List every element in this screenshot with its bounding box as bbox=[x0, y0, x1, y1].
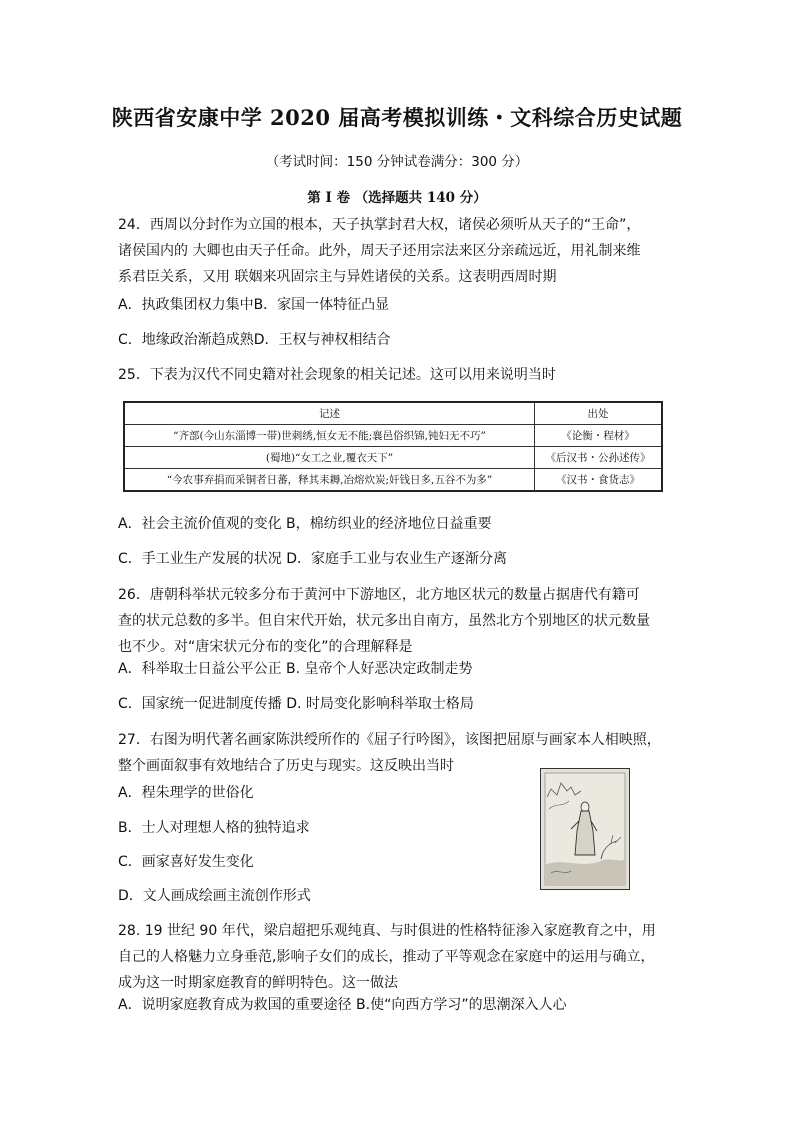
stem-line: 也不少。对“唐宋状元分布的变化”的合理解释是 bbox=[118, 639, 413, 655]
table-cell: 《后汉书・公孙述传》 bbox=[535, 447, 663, 469]
table-cell: 《论衡・程材》 bbox=[535, 425, 663, 447]
stem-line: 成为这一时期家庭教育的鲜明特色。这一做法 bbox=[118, 975, 398, 991]
table-row bbox=[124, 469, 662, 492]
question-28-stem bbox=[118, 918, 678, 996]
stem-line: 25．下表为汉代不同史籍对社会现象的相关记述。这可以用来说明当时 bbox=[118, 367, 556, 383]
table-row bbox=[124, 447, 662, 469]
question-27-option-b: B．士人对理想人格的独特追求 bbox=[118, 820, 310, 836]
scholar-painting-icon bbox=[541, 769, 629, 889]
question-26-stem bbox=[118, 582, 678, 660]
table-cell: “今农事弃捐而采铜者日蕃，释其耒耨,冶熔炊炭;奸钱日多,五谷不为多” bbox=[124, 469, 535, 492]
table-cell: 《汉书・食货志》 bbox=[535, 469, 663, 492]
question-25-option-line: C．手工业生产发展的状况 D．家庭手工业与农业生产逐渐分离 bbox=[118, 551, 508, 567]
stem-line: 自己的人格魅力立身垂范,影响子女们的成长，推动了平等观念在家庭中的运用与确立， bbox=[118, 949, 655, 965]
question-28-option-line: A．说明家庭教育成为救国的重要途径 B.使“向西方学习”的思潮深入人心 bbox=[118, 997, 567, 1013]
table-header-cell: 记述 bbox=[124, 402, 535, 425]
painting-illustration bbox=[540, 768, 630, 890]
question-27-option-d: D．文人画成绘画主流创作形式 bbox=[118, 888, 311, 904]
stem-line: 查的状元总数的多半。但自宋代开始，状元多出自南方，虽然北方个别地区的状元数量 bbox=[118, 613, 650, 629]
question-27-option-c: C．画家喜好发生变化 bbox=[118, 854, 254, 870]
question-26-option-line: C．国家统一促进制度传播 D. 时局变化影响科举取士格局 bbox=[118, 696, 474, 712]
table-cell: (蜀地)“女工之业,覆衣天下” bbox=[124, 447, 535, 469]
table-header-row bbox=[124, 402, 662, 425]
question-24-option-line: C．地缘政治渐趋成熟D．王权与神权相结合 bbox=[118, 332, 391, 348]
exam-title: 陕西省安康中学 2020 届高考模拟训练・文科综合历史试题 bbox=[111, 105, 683, 130]
question-26-option-line: A．科举取士日益公平公正 B. 皇帝个人好恶决定政制走势 bbox=[118, 661, 473, 677]
question-24-option-line: A．执政集团权力集中B．家国一体特征凸显 bbox=[118, 297, 390, 313]
stem-line: 24．西周以分封作为立国的根本，天子执掌封君大权，诸侯必须听从天子的“王命”， bbox=[118, 217, 641, 233]
table-header-cell: 出处 bbox=[535, 402, 663, 425]
stem-line: 26．唐朝科举状元较多分布于黄河中下游地区，北方地区状元的数量占据唐代有籍可 bbox=[118, 587, 640, 603]
question-24-stem bbox=[118, 212, 678, 290]
stem-line: 系君臣关系，又用 联姻来巩固宗主与异姓诸侯的关系。这表明西周时期 bbox=[118, 269, 557, 285]
stem-line: 整个画面叙事有效地结合了历史与现实。这反映出当时 bbox=[118, 758, 454, 774]
stem-line: 27．右图为明代著名画家陈洪绶所作的《屈子行吟图》，该图把屈原与画家本人相映照， bbox=[118, 732, 661, 748]
question-25-option-line: A．社会主流价值观的变化 B，棉纺织业的经济地位日益重要 bbox=[118, 516, 492, 532]
stem-line: 28. 19 世纪 90 年代，梁启超把乐观纯真、与时俱进的性格特征渗入家庭教育之中，用 bbox=[118, 923, 656, 939]
section-heading: 第 I 卷 （选择题共 140 分） bbox=[307, 190, 487, 206]
question-25-table bbox=[123, 401, 663, 492]
table-row bbox=[124, 425, 662, 447]
table-cell: “齐部(今山东淄博一带)世刺绣,恒女无不能;襄邑俗织锦,钝妇无不巧” bbox=[124, 425, 535, 447]
exam-subtitle: （考试时间：150 分钟试卷满分：300 分） bbox=[265, 154, 529, 170]
question-27-option-a: A．程朱理学的世俗化 bbox=[118, 785, 254, 801]
stem-line: 诸侯国内的 大卿也由天子任命。此外，周天子还用宗法来区分亲疏远近，用礼制来维 bbox=[118, 243, 641, 259]
question-25-stem bbox=[118, 362, 678, 388]
